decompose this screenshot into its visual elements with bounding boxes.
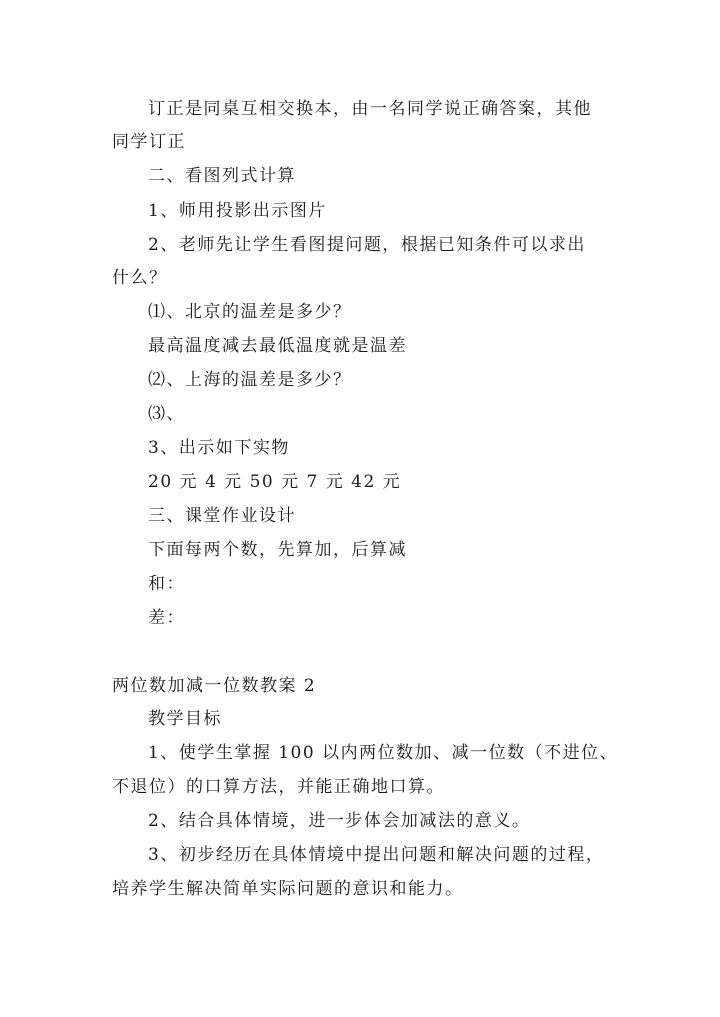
document-title: 两位数加减一位数教案 2	[112, 676, 317, 696]
paragraph-line: 同学订正	[112, 132, 186, 152]
paragraph-line: 差：	[148, 608, 185, 628]
list-item: ⑵、上海的温差是多少？	[148, 370, 352, 390]
list-item: 1、师用投影出示图片	[148, 201, 327, 221]
paragraph-line: 和：	[148, 574, 185, 594]
list-item: 3、初步经历在具体情境中提出问题和解决问题的过程，	[148, 845, 605, 865]
paragraph-line: 订正是同桌互相交换本，由一名同学说正确答案，其他	[148, 99, 592, 119]
paragraph-line: 20 元 4 元 50 元 7 元 42 元	[148, 472, 402, 492]
paragraph-line: 什么？	[112, 268, 168, 288]
section-heading: 二、看图列式计算	[148, 166, 296, 186]
list-item: 2、老师先让学生看图提问题，根据已知条件可以求出	[148, 235, 586, 255]
paragraph-line: 最高温度减去最低温度就是温差	[148, 336, 407, 356]
paragraph-line: 不退位）的口算方法，并能正确地口算。	[112, 777, 445, 797]
section-heading: 教学目标	[148, 709, 222, 729]
list-item: ⑴、北京的温差是多少？	[148, 302, 352, 322]
paragraph-line: 培养学生解决简单实际问题的意识和能力。	[112, 879, 464, 899]
list-item: ⑶、	[148, 404, 185, 424]
list-item: 2、结合具体情境，进一步体会加减法的意义。	[148, 811, 531, 831]
list-item: 3、出示如下实物	[148, 438, 290, 458]
section-heading: 三、课堂作业设计	[148, 506, 296, 526]
paragraph-line: 下面每两个数，先算加，后算减	[148, 540, 407, 560]
list-item: 1、使学生掌握 100 以内两位数加、减一位数（不进位、	[148, 743, 619, 763]
